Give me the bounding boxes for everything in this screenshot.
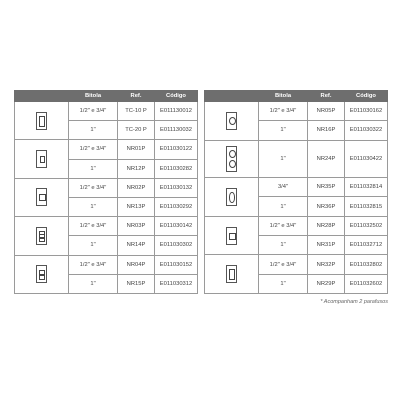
bitola-cell: 1" — [259, 140, 308, 178]
codigo-cell: E011030292 — [155, 197, 198, 216]
codigo-cell: E011030422 — [345, 140, 388, 178]
product-image-cell — [205, 255, 259, 294]
product-image-cell — [15, 102, 69, 140]
ref-cell: NR32P — [308, 255, 345, 274]
codigo-cell: E011032502 — [345, 216, 388, 235]
footnote: * Acompanham 2 parafusos — [320, 299, 388, 305]
codigo-cell: E011032814 — [345, 178, 388, 197]
ref-column-header: Ref. — [118, 91, 155, 102]
ref-cell: NR05P — [308, 102, 345, 121]
table-row — [205, 255, 388, 274]
bitola-column-header: Bitola — [259, 91, 308, 102]
triple-switch-plate-icon — [36, 233, 47, 239]
codigo-cell: E011032815 — [345, 197, 388, 216]
icon-column-header — [205, 91, 259, 102]
table-row — [205, 178, 388, 197]
single-outlet-plate-icon — [226, 118, 237, 124]
ref-cell: NR28P — [308, 216, 345, 235]
bitola-cell: 1/2" e 3/4" — [69, 217, 118, 236]
ref-cell: NR13P — [118, 197, 155, 216]
table-row — [205, 216, 388, 235]
codigo-column-header: Código — [155, 91, 198, 102]
ref-cell: TC-10 P — [118, 102, 155, 121]
bitola-cell: 1" — [259, 197, 308, 216]
bitola-cell: 1/2" e 3/4" — [69, 178, 118, 197]
bitola-cell: 1" — [69, 121, 118, 140]
codigo-cell: E011032802 — [345, 255, 388, 274]
codigo-cell: E011032602 — [345, 274, 388, 293]
ref-column-header: Ref. — [308, 91, 345, 102]
bitola-cell: 1" — [69, 159, 118, 178]
product-image-cell — [15, 217, 69, 255]
ref-cell: TC-20 P — [118, 121, 155, 140]
bitola-cell: 1" — [69, 197, 118, 216]
codigo-cell: E011030302 — [155, 236, 198, 255]
bitola-cell: 3/4" — [259, 178, 308, 197]
product-image-cell — [205, 216, 259, 255]
single-switch-plate-icon — [36, 157, 47, 163]
product-image-cell — [15, 178, 69, 216]
ref-cell: NR15P — [118, 274, 155, 293]
bitola-cell: 1" — [259, 121, 308, 140]
table-header-row — [15, 91, 198, 102]
double-outlet-plate-icon — [226, 156, 237, 162]
codigo-column-header: Código — [345, 91, 388, 102]
ref-cell: NR03P — [118, 217, 155, 236]
bitola-cell: 1" — [69, 274, 118, 293]
codigo-cell: E011130012 — [155, 102, 198, 121]
ref-cell: NR24P — [308, 140, 345, 178]
product-image-cell — [15, 140, 69, 178]
bitola-cell: 1" — [69, 236, 118, 255]
codigo-cell: E011030162 — [345, 102, 388, 121]
bitola-cell: 1/2" e 3/4" — [259, 216, 308, 235]
codigo-cell: E011130032 — [155, 121, 198, 140]
product-image-cell — [205, 102, 259, 141]
table-row — [15, 217, 198, 236]
square-module-plate-icon — [226, 233, 237, 239]
table-row — [15, 102, 198, 121]
bitola-cell: 1" — [259, 236, 308, 255]
bitola-cell: 1/2" e 3/4" — [259, 102, 308, 121]
product-catalog-sheet — [14, 90, 388, 294]
codigo-cell: E011030132 — [155, 178, 198, 197]
codigo-cell: E011030152 — [155, 255, 198, 274]
table-row — [15, 178, 198, 197]
ref-cell: NR02P — [118, 178, 155, 197]
rectangular-opening-plate-icon — [36, 195, 47, 201]
bitola-column-header: Bitola — [69, 91, 118, 102]
codigo-cell: E011030322 — [345, 121, 388, 140]
bitola-cell: 1/2" e 3/4" — [69, 102, 118, 121]
table-row — [15, 140, 198, 159]
bitola-cell: 1/2" e 3/4" — [259, 255, 308, 274]
product-image-cell — [15, 255, 69, 294]
codigo-cell: E011030122 — [155, 140, 198, 159]
table-row — [15, 255, 198, 274]
icon-column-header — [15, 91, 69, 102]
bitola-cell: 1/2" e 3/4" — [69, 255, 118, 274]
table-header-row — [205, 91, 388, 102]
double-switch-plate-icon — [36, 272, 47, 278]
codigo-cell: E011030312 — [155, 274, 198, 293]
ref-cell: NR16P — [308, 121, 345, 140]
right-product-table — [204, 90, 388, 294]
left-product-table — [14, 90, 198, 294]
table-row — [205, 102, 388, 121]
tall-module-plate-icon — [226, 272, 237, 278]
ref-cell: NR14P — [118, 236, 155, 255]
ref-cell: NR35P — [308, 178, 345, 197]
ref-cell: NR36P — [308, 197, 345, 216]
codigo-cell: E011030142 — [155, 217, 198, 236]
ref-cell: NR01P — [118, 140, 155, 159]
product-image-cell — [205, 140, 259, 178]
codigo-cell: E011030282 — [155, 159, 198, 178]
codigo-cell: E011032712 — [345, 236, 388, 255]
ref-cell: NR31P — [308, 236, 345, 255]
oval-opening-plate-icon — [226, 195, 237, 201]
product-image-cell — [205, 178, 259, 217]
ref-cell: NR29P — [308, 274, 345, 293]
ref-cell: NR04P — [118, 255, 155, 274]
blank-plate-icon — [36, 118, 47, 124]
bitola-cell: 1" — [259, 274, 308, 293]
ref-cell: NR12P — [118, 159, 155, 178]
bitola-cell: 1/2" e 3/4" — [69, 140, 118, 159]
table-row — [205, 140, 388, 178]
